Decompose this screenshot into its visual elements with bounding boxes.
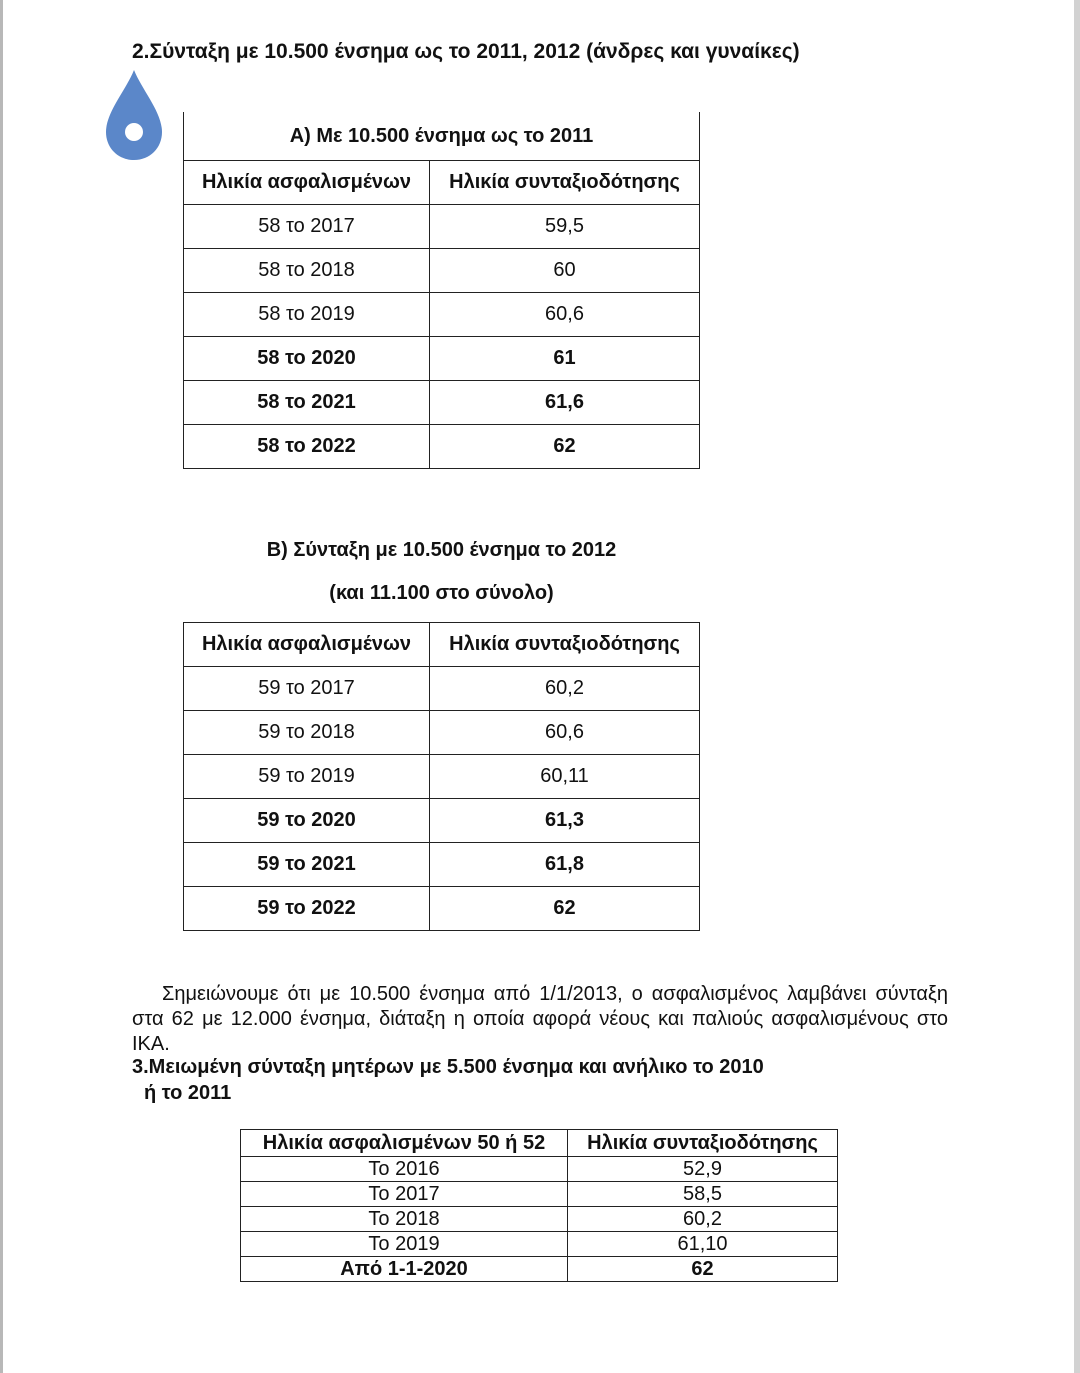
table-b-header-row: [184, 623, 700, 667]
table-c-header-row: [241, 1130, 838, 1157]
table-b-header-insured-age: Ηλικία ασφαλισμένων: [184, 623, 430, 667]
retirement-age-cell: 60: [430, 249, 700, 293]
insured-age-cell: Από 1-1-2020: [241, 1257, 568, 1282]
retirement-age-cell: 58,5: [568, 1182, 838, 1207]
table-row: [184, 711, 700, 755]
insured-age-cell: 58 το 2018: [184, 249, 430, 293]
insured-age-cell: 58 το 2020: [184, 337, 430, 381]
table-a-caption: Α) Με 10.500 ένσημα ως το 2011: [184, 112, 700, 161]
table-a-header-insured-age: Ηλικία ασφαλισμένων: [184, 161, 430, 205]
table-a-header-row: [184, 161, 700, 205]
insured-age-cell: 59 το 2019: [184, 755, 430, 799]
retirement-age-cell: 61,8: [430, 843, 700, 887]
table-c-header-insured-age: Ηλικία ασφαλισμένων 50 ή 52: [241, 1130, 568, 1157]
table-a: [183, 112, 700, 469]
insured-age-cell: 59 το 2017: [184, 667, 430, 711]
table-row: [184, 667, 700, 711]
page-edge-left: [0, 0, 3, 1373]
insured-age-cell: 58 το 2021: [184, 381, 430, 425]
section-2-title: 2.Σύνταξη με 10.500 ένσημα ως το 2011, 2012 (άνδρες και γυναίκες): [132, 40, 800, 63]
retirement-age-cell: 61,6: [430, 381, 700, 425]
insured-age-cell: Το 2018: [241, 1207, 568, 1232]
table-a-caption-row: [184, 112, 700, 161]
table-b-title: Β) Σύνταξη με 10.500 ένσημα το 2012: [266, 539, 617, 561]
retirement-age-cell: 62: [568, 1257, 838, 1282]
table-row: [184, 337, 700, 381]
insured-age-cell: 58 το 2022: [184, 425, 430, 469]
section-3-title-line2: ή το 2011: [144, 1082, 232, 1104]
section-3-title-line1: 3.Μειωμένη σύνταξη μητέρων με 5.500 ένσημα και ανήλικο το 2010: [132, 1056, 764, 1078]
retirement-age-cell: 60,6: [430, 711, 700, 755]
table-b: [183, 622, 700, 931]
retirement-age-cell: 61,3: [430, 799, 700, 843]
table-row: [184, 755, 700, 799]
retirement-age-cell: 61: [430, 337, 700, 381]
table-row: [241, 1232, 838, 1257]
section-3-title: [132, 1054, 764, 1106]
table-c: [240, 1129, 838, 1282]
table-row: [241, 1182, 838, 1207]
insured-age-cell: 59 το 2021: [184, 843, 430, 887]
retirement-age-cell: 61,10: [568, 1232, 838, 1257]
table-row: [184, 799, 700, 843]
table-row: [184, 205, 700, 249]
retirement-age-cell: 60,11: [430, 755, 700, 799]
retirement-age-cell: 60,6: [430, 293, 700, 337]
insured-age-cell: 59 το 2020: [184, 799, 430, 843]
table-b-subtitle: (και 11.100 στο σύνολο): [329, 582, 554, 604]
table-row: [184, 887, 700, 931]
insured-age-cell: 58 το 2017: [184, 205, 430, 249]
insured-age-cell: 58 το 2019: [184, 293, 430, 337]
retirement-age-cell: 59,5: [430, 205, 700, 249]
water-drop-icon[interactable]: [104, 68, 164, 162]
table-row: [184, 425, 700, 469]
table-a-header-retirement-age: Ηλικία συνταξιοδότησης: [430, 161, 700, 205]
table-row: [184, 293, 700, 337]
table-row: [184, 249, 700, 293]
insured-age-cell: Το 2017: [241, 1182, 568, 1207]
retirement-age-cell: 52,9: [568, 1157, 838, 1182]
insured-age-cell: Το 2019: [241, 1232, 568, 1257]
retirement-age-cell: 62: [430, 887, 700, 931]
insured-age-cell: 59 το 2022: [184, 887, 430, 931]
table-row: [241, 1257, 838, 1282]
table-row: [184, 381, 700, 425]
table-row: [241, 1207, 838, 1232]
retirement-age-cell: 60,2: [568, 1207, 838, 1232]
table-b-header-retirement-age: Ηλικία συνταξιοδότησης: [430, 623, 700, 667]
insured-age-cell: 59 το 2018: [184, 711, 430, 755]
page-edge-right: [1074, 0, 1080, 1373]
table-row: [184, 843, 700, 887]
retirement-age-cell: 62: [430, 425, 700, 469]
table-c-header-retirement-age: Ηλικία συνταξιοδότησης: [568, 1130, 838, 1157]
insured-age-cell: Το 2016: [241, 1157, 568, 1182]
table-row: [241, 1157, 838, 1182]
retirement-age-cell: 60,2: [430, 667, 700, 711]
note-paragraph: Σημειώνουμε ότι με 10.500 ένσημα από 1/1/2013, ο ασφαλισμένος λαμβάνει σύνταξη στα 62 με 12.000 ένσημα, διάταξη η οποία αφορά νέους και παλιούς ασφαλισμένους στο ΙΚΑ.: [132, 983, 948, 1055]
